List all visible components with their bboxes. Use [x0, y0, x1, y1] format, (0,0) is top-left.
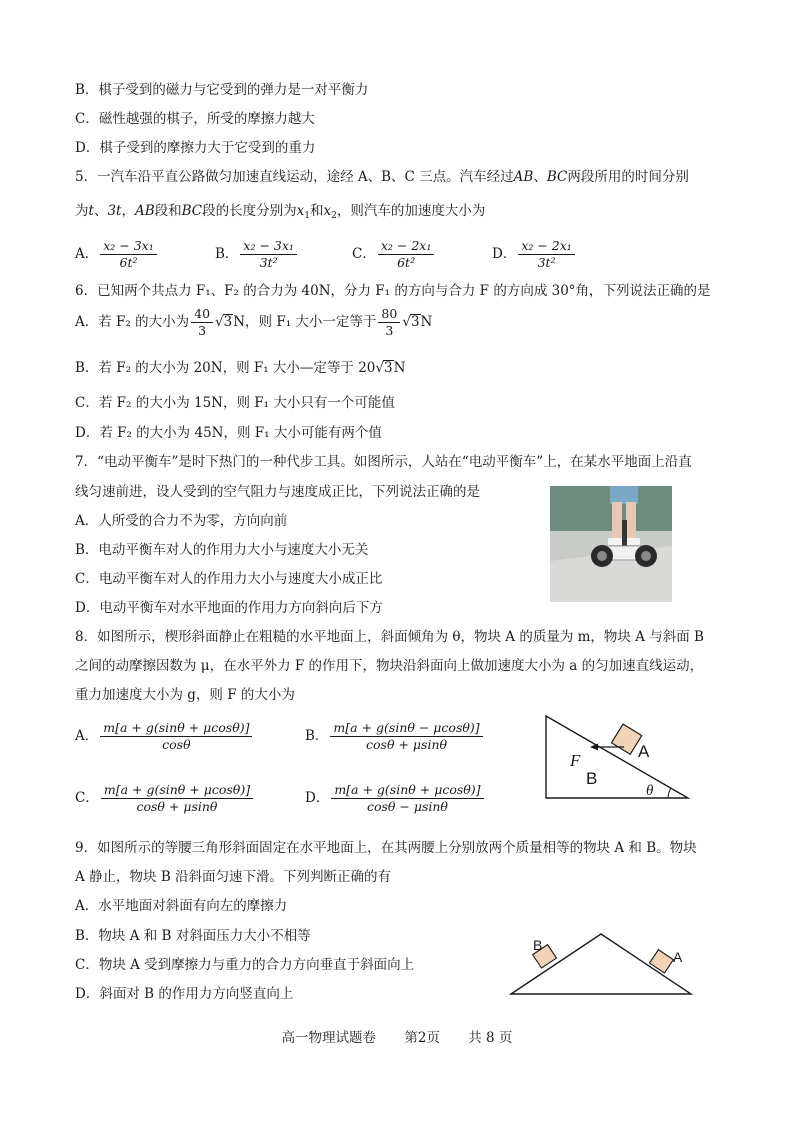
q9-isosceles-figure: [505, 928, 705, 1000]
q4-option-c: C．磁性越强的棋子，所受的摩擦力越大: [75, 111, 315, 127]
theta-arc: [668, 788, 671, 798]
label-b: B: [586, 769, 598, 788]
q8-option-d: D． $\frac{m[a + g(\sin\theta + \mu\cos\theta)]}{\cos\theta - \mu\sin\theta}$: [305, 782, 486, 815]
q8-option-b: B． $\frac{m[a + g(\sin\theta - \mu\cos\theta)]}{\cos\theta + \mu\sin\theta}$: [305, 720, 485, 753]
q8-option-a: A． $\frac{m[a + g(\sin\theta + \mu\cos\theta)]}{\cos\theta}$: [75, 720, 254, 753]
q7-option-d: D．电动平衡车对水平地面的作用力方向斜向后下方: [75, 600, 383, 616]
q5-stem-line1: 5．一汽车沿平直公路做匀加速直线运动，途经 A、B、C 三点。汽车经过AB、BC两段所用的时间分别: [75, 169, 689, 185]
force-f-arrowhead: [590, 744, 598, 751]
label-a: A: [673, 949, 683, 965]
wedge-triangle: [546, 716, 688, 798]
label-theta: θ: [646, 783, 654, 799]
q6-option-d: D．若 F₂ 的大小为 45N，则 F₁ 大小可能有两个值: [75, 425, 382, 441]
q6-option-b: B．若 F₂ 的大小为 20N，则 F₁ 大小—定等于 20√3N: [75, 360, 406, 376]
q9-option-c: C．物块 A 受到摩擦力与重力的合力方向垂直于斜面向上: [75, 957, 415, 973]
q7-stem-line2: 线匀速前进，设人受到的空气阻力与速度成正比，下列说法正确的是: [75, 484, 480, 500]
q5-option-c: C． $\frac{\text{x₂ − 2x₁}}{\text{6t²}}$: [352, 238, 436, 271]
q4-option-d: D．棋子受到的摩擦力大于它受到的重力: [75, 140, 316, 156]
q7-option-b: B．电动平衡车对人的作用力大小与速度大小无关: [75, 542, 369, 558]
q7-option-c: C．电动平衡车对人的作用力大小与速度大小成正比: [75, 571, 383, 587]
q8-option-c: C． $\frac{m[a + g(\sin\theta + \mu\cos\theta)]}{\cos\theta + \mu\sin\theta}$: [75, 782, 255, 815]
q9-stem-line1: 9．如图所示的等腰三角形斜面固定在水平地面上，在其两腰上分别放两个质量相等的物块 A 和 B。物块: [75, 840, 697, 856]
label-a: A: [638, 742, 650, 761]
footer-title: 高一物理试题卷: [281, 1030, 377, 1046]
q9-option-d: D．斜面对 B 的作用力方向竖直向上: [75, 986, 294, 1002]
q6-stem: 6．已知两个共点力 F₁、F₂ 的合力为 40N，分力 F₁ 的方向与合力 F 的方向成 30°角，下列说法正确的是: [75, 283, 711, 299]
q5-option-b: B． $\frac{\text{x₂ − 3x₁}}{\text{3t²}}$: [215, 238, 299, 271]
q4-option-b: B．棋子受到的磁力与它受到的弹力是一对平衡力: [75, 82, 369, 98]
label-f: F: [570, 751, 581, 770]
label-b: B: [533, 937, 543, 953]
q8-stem-line1: 8．如图所示，楔形斜面静止在粗糙的水平地面上，斜面倾角为 θ，物块 A 的质量为 m，物块 A 与斜面 B: [75, 629, 704, 645]
q9-option-b: B．物块 A 和 B 对斜面压力大小不相等: [75, 928, 311, 944]
q9-stem-line2: A 静止，物块 B 沿斜面匀速下滑。下列判断正确的有: [75, 869, 392, 885]
q5-option-d: D． $\frac{\text{x₂ − 2x₁}}{\text{3t²}}$: [492, 238, 577, 271]
q6-option-a: A．若 F₂ 的大小为 $\frac{40}{3}$ √3N，则 F₁ 大小一定等于 $\frac{80}{3}$ √3N: [75, 306, 433, 338]
footer-total: 共 8 页: [468, 1030, 513, 1046]
q9-option-a: A．水平地面对斜面有向左的摩擦力: [75, 898, 288, 914]
q6-option-c: C．若 F₂ 的大小为 15N，则 F₁ 大小只有一个可能值: [75, 395, 395, 411]
q7-stem-line1: 7．“电动平衡车”是时下热门的一种代步工具。如图所示，人站在“电动平衡车”上，在某水平地面上沿直: [75, 454, 692, 470]
q7-option-a: A．人所受的合力不为零，方向向前: [75, 513, 288, 529]
q8-stem-line3: 重力加速度大小为 g，则 F 的大小为: [75, 687, 295, 703]
balance-scooter-photo: [550, 486, 672, 602]
q8-stem-line2: 之间的动摩擦因数为 μ，在水平外力 F 的作用下，物块沿斜面向上做加速度大小为 a 的匀加速直线运动，: [75, 658, 704, 674]
q5-option-a: A． $\frac{\text{x₂ − 3x₁}}{\text{6t²}}$: [75, 238, 159, 271]
footer-page: 第2页: [404, 1030, 440, 1046]
q5-stem-line2: 为t、3t，AB段和BC段的长度分别为$x_1$和$x_2$，则汽车的加速度大小为: [75, 203, 486, 221]
q8-wedge-figure: [540, 712, 694, 804]
page-footer: [0, 1026, 794, 1046]
